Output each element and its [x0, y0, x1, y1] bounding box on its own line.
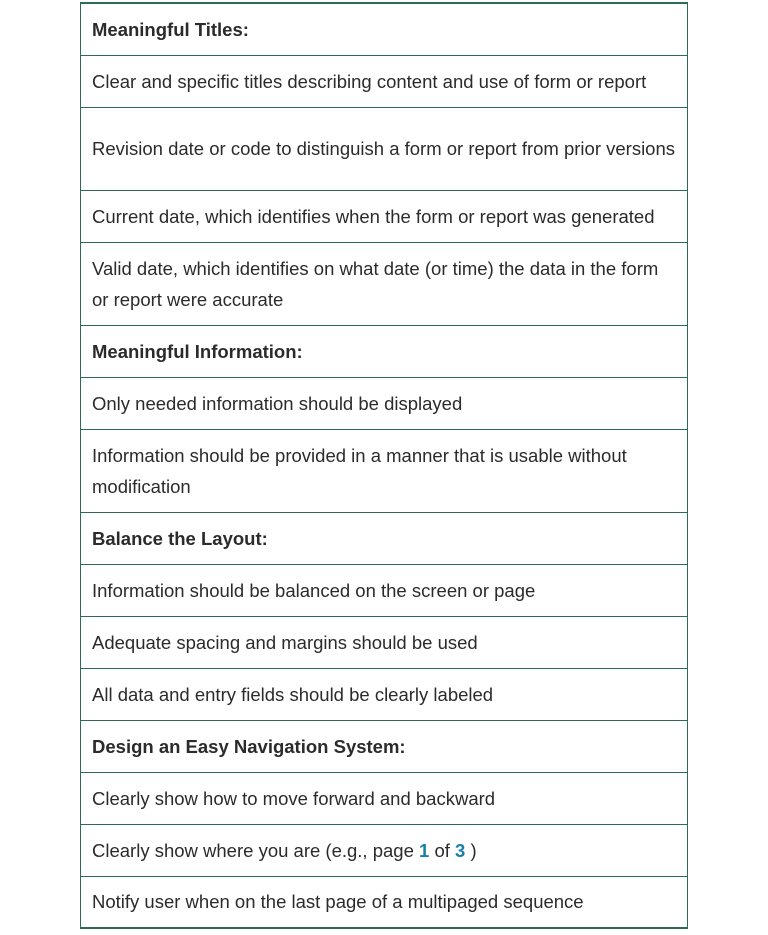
table-row [81, 720, 688, 772]
guideline-item: Adequate spacing and margins should be used [81, 616, 688, 668]
current-page-number: 1 [419, 839, 430, 861]
guideline-item-page-example [81, 824, 688, 876]
table-row [81, 616, 688, 668]
table-row [81, 876, 688, 928]
guideline-item: Information should be balanced on the screen or page [81, 564, 688, 616]
guideline-item: Current date, which identifies when the form or report was generated [81, 190, 688, 242]
total-page-number: 3 [455, 839, 466, 861]
table-row [81, 3, 688, 55]
section-heading: Meaningful Information: [81, 325, 688, 377]
table-row [81, 772, 688, 824]
table-row [81, 107, 688, 190]
guideline-item: Notify user when on the last page of a multipaged sequence [81, 876, 688, 928]
page-example-suffix: ) [470, 839, 477, 861]
table-row [81, 668, 688, 720]
table-row [81, 325, 688, 377]
guideline-item: Clear and specific titles describing content and use of form or report [81, 55, 688, 107]
guidelines-table [80, 2, 688, 929]
section-heading: Design an Easy Navigation System: [81, 720, 688, 772]
page-example-prefix: Clearly show where you are (e.g., page [92, 839, 414, 861]
page-example-of: of [434, 839, 450, 861]
guideline-item: Clearly show how to move forward and backward [81, 772, 688, 824]
table-row [81, 242, 688, 325]
guideline-item: Information should be provided in a manner that is usable without modification [81, 429, 688, 512]
guideline-item: Valid date, which identifies on what date (or time) the data in the form or report were accurate [81, 242, 688, 325]
guideline-item: All data and entry fields should be clearly labeled [81, 668, 688, 720]
table-row [81, 512, 688, 564]
section-heading: Balance the Layout: [81, 512, 688, 564]
table-row [81, 824, 688, 876]
table-row [81, 564, 688, 616]
guideline-item: Revision date or code to distinguish a form or report from prior versions [81, 107, 688, 190]
table-row [81, 377, 688, 429]
guideline-item: Only needed information should be displayed [81, 377, 688, 429]
table-row [81, 190, 688, 242]
table-row [81, 55, 688, 107]
section-heading: Meaningful Titles: [81, 3, 688, 55]
table-row [81, 429, 688, 512]
